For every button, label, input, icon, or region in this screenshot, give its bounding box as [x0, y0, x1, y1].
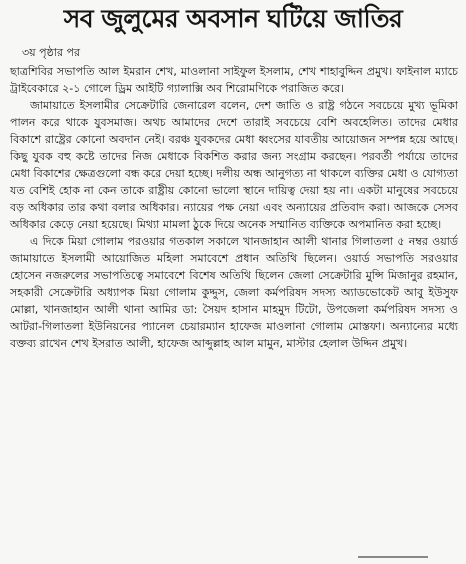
- paragraph: ছাত্রশিবির সভাপতি আল ইমরান শেখ, মাওলানা সাইফুল ইসলাম, শেখ শাহাবুদ্দিন প্রমুখ। ফাইনাল ম্যাচে ট্রাইবেকারে ২-১ গোলে ড্রিম আইটি গ্যালাক্সি অব শিরোমণিকে পরাজিত করে।: [10, 65, 458, 95]
- article-body: [10, 63, 458, 352]
- paragraph: জামায়াতে ইসলামীর সেক্রেটারি জেনারেল বলেন, দেশ জাতি ও রাষ্ট্র গঠনে সবচেয়ে মুখ্য ভূমিকা পালন করে থাকে যুবসমাজ। অথচ আমাদের দেশে তারাই সবচেয়ে বেশি অবহেলিত। তাদের মেধার বিকাশে রাষ্ট্রের কোনো অবদান নেই। বরঞ্চ যুবকদের মেধা ধ্বংসের যাবতীয় আয়োজন সম্পন্ন হয়ে আছে। কিছু যুবক বহু কষ্টে তাদের নিজ মেধাকে বিকশিত করার জন্য সংগ্রাম করছেন। পরবর্তী পর্যায়ে তাদের মেধা বিকাশের ক্ষেত্রগুলো বন্ধ করে দেয়া হচ্ছে। দলীয় অন্ধ আনুগত্য না থাকলে ব্যক্তির মেধা ও যোগ্যতা যত বেশিই হোক না কেন তাকে রাষ্ট্রীয় কোনো ভালো স্থানে দায়িত্ব দেয়া হয় না। একটা মানুষের সবচেয়ে বড় অধিকার তার কথা বলার অধিকার। ন্যায়ের পক্ষ নেয়া এবং অন্যায়ের প্রতিবাদ করা। আজকে সেসব অধিকার কেড়ে নেয়া হয়েছে। মিথ্যা মামলা ঠুকে দিয়ে অনেক সম্মানিত ব্যক্তিকে অপমানিত করা হচ্ছে।: [10, 99, 458, 231]
- continued-from-label: ৩য় পৃষ্ঠার পর: [22, 46, 81, 59]
- headline: সব জুলুমের অবসান ঘটিয়ে জাতির: [63, 4, 403, 33]
- paragraph: এ দিকে মিয়া গোলাম পরওয়ার গতকাল সকালে খানজাহান আলী থানার গিলাতলা ৫ নম্বর ওয়ার্ড জামায়াতে ইসলামী আয়োজিত মহিলা সমাবেশে প্রধান অতিথি ছিলেন। ওয়ার্ড সভাপতি সরওয়ার হোসেন নজরুলের সভাপতিত্বে সমাবেশে বিশেষ অতিথি ছিলেন জেলা সেক্রেটারি মুন্সি মিজানুর রহমান, সহকারী সেক্রেটারি অধ্যাপক মিয়া গোলাম কুদ্দুস, জেলা কর্মপরিষদ সদস্য অ্যাডভোকেট আবু ইউসুফ মোল্লা, খানজাহান আলী থানা আমির ডা: সৈয়দ হাসান মাহমুদ টিটো, উপজেলা কর্মপরিষদ সদস্য ও আটরা-গিলাতলা ইউনিয়নের প্যানেল চেয়ারম্যান হাফেজ মাওলানা গোলাম মোস্তফা। অন্যান্যের মধ্যে বক্তব্য রাখেন শেখ ইসরাত আলী, হাফেজ আব্দুল্লাহ আল মামুন, মাস্টার হেলাল উদ্দিন প্রমুখ।: [10, 235, 458, 350]
